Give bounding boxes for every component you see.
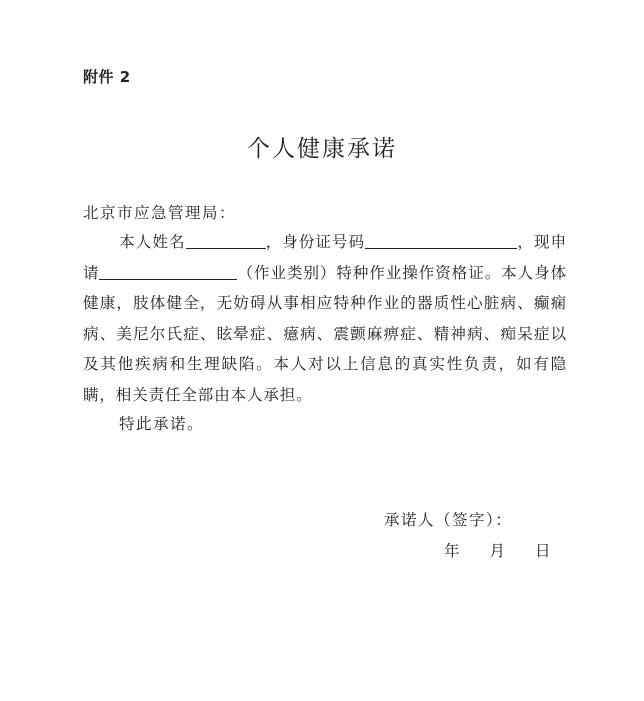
salutation: 北京市应急管理局： xyxy=(83,204,237,222)
document-title: 个人健康承诺 xyxy=(247,136,397,162)
date-day: 日 xyxy=(535,542,551,560)
pledge-paragraph xyxy=(83,227,567,410)
id-number-blank xyxy=(365,231,517,249)
date-month: 月 xyxy=(489,542,506,560)
date-year: 年 xyxy=(444,542,460,560)
pledge-text-body: （作业类别）特种作业操作资格证。本人身体健康，肢体健全，无妨碍从事相应特种作业的器质性心脏病、癫痫病、美尼尔氏症、眩晕症、癔病、震颤麻痹症、精神病、痴呆症以及其他疾病和生理缺陷。本人对以上信息的真实性负责，如有隐瞒，相关责任全部由本人承担。 xyxy=(83,263,567,404)
attachment-label: 附件 2 xyxy=(83,68,131,86)
name-blank xyxy=(186,231,266,249)
closing-line: 特此承诺。 xyxy=(119,415,205,433)
signer-label: 承诺人（签字）： xyxy=(384,511,513,529)
pledge-text-id-prefix: ，身份证号码 xyxy=(265,233,366,251)
work-category-blank xyxy=(99,262,237,280)
pledge-text-name-prefix: 本人姓名 xyxy=(119,233,186,251)
date-line xyxy=(444,539,551,561)
pledge-text-apply: ，现申请 xyxy=(83,233,567,282)
